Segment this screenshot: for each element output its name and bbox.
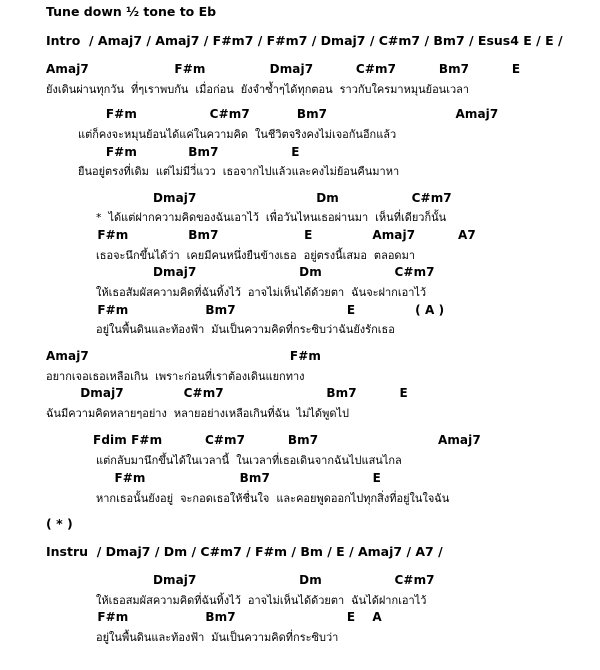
lyric-line: ยังเดินผ่านทุกวัน ที่ๆเราพบกัน เมื่อก่อน ยังจำซ้ำๆได้ทุกตอน ราวกับใครมาหมุนย้อนเวลา xyxy=(46,83,470,96)
lyric-line: เธอจะนึกขึ้นได้ว่า เคยมีคนหนึ่งยืนข้างเธอ อยู่ตรงนี้เสมอ ตลอดมา xyxy=(96,249,415,262)
repeat-marker: ( * ) xyxy=(46,516,73,531)
chord-line: F#m Bm7 E Amaj7 A7 xyxy=(46,228,476,242)
lyric-line: แต่ก็คงจะหมุนย้อนได้แค่ในความคิด ในชีวิตจริงคงไม่เจอกันอีกแล้ว xyxy=(78,128,397,141)
lyric-line: อยู่ในพื้นดินและท้องฟ้า มันเป็นความคิดที่กระซิบว่า xyxy=(96,631,339,644)
chord-line: Dmaj7 Dm C#m7 xyxy=(46,573,435,587)
chord-line: Dmaj7 C#m7 Bm7 E xyxy=(46,386,408,400)
chord-line: Dmaj7 Dm C#m7 xyxy=(46,265,435,279)
lyric-line: ยืนอยู่ตรงที่เดิม แต่ไม่มีวี่แวว เธอจากไปแล้วและคงไม่ย้อนคืนมาหา xyxy=(78,165,400,178)
lyric-line: อยากเจอเธอเหลือเกิน เพราะก่อนที่เราต้องเดินแยกทาง xyxy=(46,370,305,383)
lyric-line: ให้เธอสัมผัสความคิดที่ฉันทิ้งไว้ อาจไม่เห็นได้ด้วยตา ฉันจะฝากเอาไว้ xyxy=(96,286,427,299)
lyric-line: อยู่ในพื้นดินและท้องฟ้า มันเป็นความคิดที่กระซิบว่าฉันยังรักเธอ xyxy=(96,323,395,336)
chord-line: F#m Bm7 E xyxy=(46,471,381,485)
instru-line: Instru / Dmaj7 / Dm / C#m7 / F#m / Bm / E / Amaj7 / A7 / xyxy=(46,544,443,559)
chord-line: Dmaj7 Dm C#m7 xyxy=(46,191,452,205)
chord-line: F#m Bm7 E ( A ) xyxy=(46,303,445,317)
chord-line: F#m Bm7 E xyxy=(46,145,300,159)
chord-line: Amaj7 F#m xyxy=(46,349,321,363)
lyric-line: หากเธอนั้นยังอยู่ จะกอดเธอให้ชื่นใจ และคอยพูดออกไปทุกสิ่งที่อยู่ในใจฉัน xyxy=(96,492,450,505)
chord-line: F#m Bm7 E A xyxy=(46,610,382,624)
lyric-line: ฉันมีความคิดหลายๆอย่าง หลายอย่างเหลือเกินที่ฉัน ไม่ได้พูดไป xyxy=(46,407,349,420)
chord-line: Amaj7 F#m Dmaj7 C#m7 Bm7 E xyxy=(46,62,521,76)
lyric-line: ให้เธอสมผัสความคิดที่ฉันทิ้งไว้ อาจไม่เห็นได้ด้วยตา ฉันได้ฝากเอาไว้ xyxy=(96,594,427,607)
chord-line: Fdim F#m C#m7 Bm7 Amaj7 xyxy=(46,433,481,447)
intro-line: Intro / Amaj7 / Amaj7 / F#m7 / F#m7 / Dmaj7 / C#m7 / Bm7 / Esus4 E / E / xyxy=(46,33,563,48)
chord-line: F#m C#m7 Bm7 Amaj7 xyxy=(46,107,499,121)
lyric-line: แต่กลับมานึกขึ้นได้ในเวลานี้ ในเวลาที่เธอเดินจากฉันไปแสนไกล xyxy=(96,454,402,467)
tuning-note: Tune down ½ tone to Eb xyxy=(46,4,217,19)
lyric-line: * ได้แต่ฝากความคิดของฉันเอาไว้ เพื่อวันไหนเธอผ่านมา เห็นที่เดียวก็นั้น xyxy=(96,211,447,224)
